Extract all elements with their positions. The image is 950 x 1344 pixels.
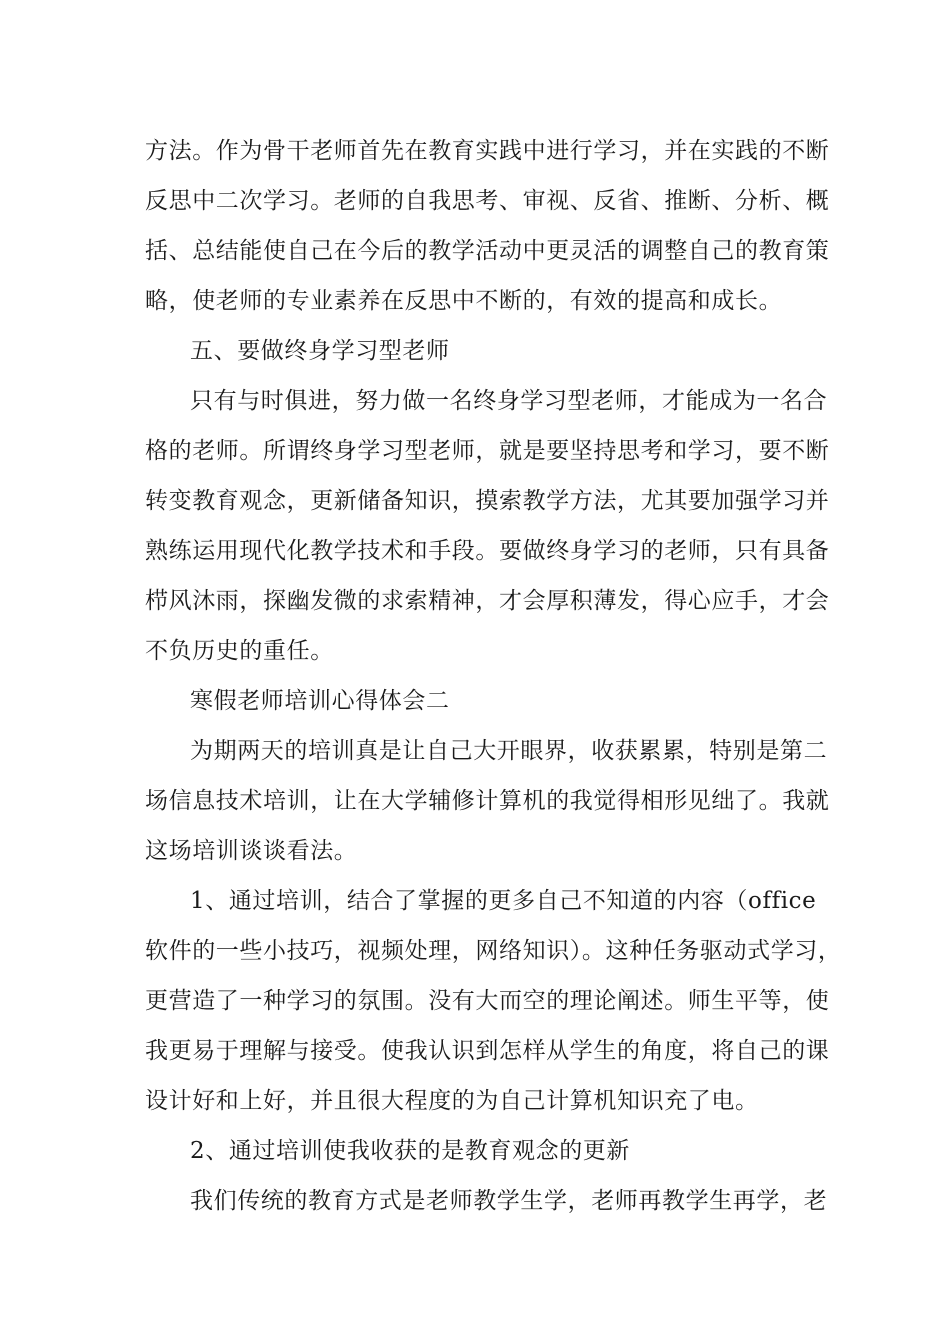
text-line: 方法。作为骨干老师首先在教育实践中进行学习，并在实践的不断 [145,138,830,164]
text-line: 括、总结能使自己在今后的教学活动中更灵活的调整自己的教育策 [145,238,830,264]
text-line: 反思中二次学习。老师的自我思考、审视、反省、推断、分析、概 [145,188,830,214]
section-heading: 五、要做终身学习型老师 [190,338,450,364]
section-heading: 寒假老师培训心得体会二 [190,688,450,714]
section-heading: 2、通过培训使我收获的是教育观念的更新 [190,1138,631,1164]
text-line: 更营造了一种学习的氛围。没有大而空的理论阐述。师生平等，使 [145,988,830,1014]
text-line: 软件的一些小技巧，视频处理，网络知识）。这种任务驱动式学习， [145,938,842,964]
text-line: 转变教育观念，更新储备知识，摸索教学方法，尤其要加强学习并 [145,488,830,514]
text-line: 不负历史的重任。 [145,638,334,664]
text-line: 场信息技术培训，让在大学辅修计算机的我觉得相形见绌了。我就 [145,788,830,814]
text-line: 为期两天的培训真是让自己大开眼界，收获累累，特别是第二 [190,738,828,764]
text-line: 格的老师。所谓终身学习型老师，就是要坚持思考和学习，要不断 [145,438,830,464]
text-line: 我更易于理解与接受。使我认识到怎样从学生的角度，将自己的课 [145,1038,830,1064]
text-line: 栉风沐雨，探幽发微的求索精神，才会厚积薄发，得心应手，才会 [145,588,830,614]
text-line: 略，使老师的专业素养在反思中不断的，有效的提高和成长。 [145,288,783,314]
text-line: 1、通过培训，结合了掌握的更多自己不知道的内容（office [190,888,817,914]
text-line: 这场培训谈谈看法。 [145,838,358,864]
text-line: 只有与时俱进，努力做一名终身学习型老师，才能成为一名合 [190,388,828,414]
text-line: 熟练运用现代化教学技术和手段。要做终身学习的老师，只有具备 [145,538,830,564]
text-line: 我们传统的教育方式是老师教学生学，老师再教学生再学，老 [190,1188,828,1214]
text-line: 设计好和上好，并且很大程度的为自己计算机知识充了电。 [145,1088,759,1114]
